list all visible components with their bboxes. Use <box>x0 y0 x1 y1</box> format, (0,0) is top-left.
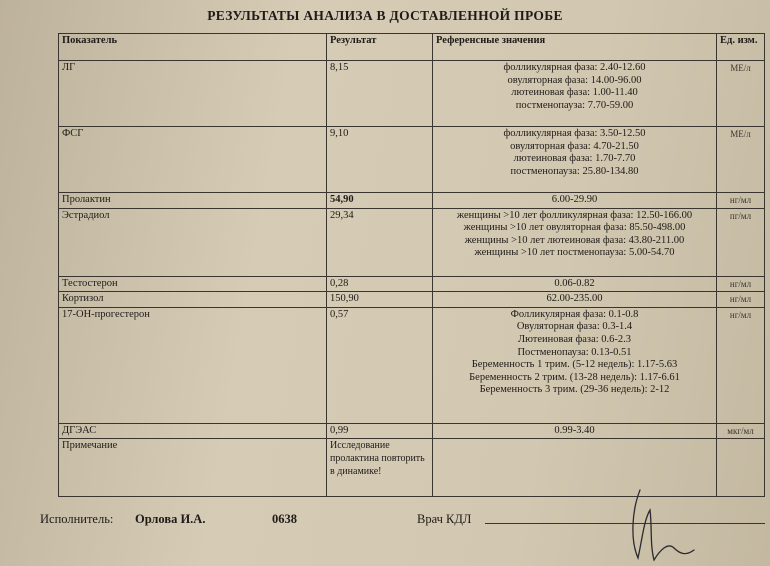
unit-value: МЕ/л <box>717 61 765 127</box>
result-value: 29,34 <box>327 208 433 276</box>
indicator-name: ДГЭАС <box>59 423 327 439</box>
reference-line: лютеиновая фаза: 1.00-11.40 <box>511 87 638 99</box>
executor-name: Орлова И.А. <box>135 512 206 526</box>
reference-line: постменопауза: 25.80-134.80 <box>510 165 639 177</box>
lab-code: 0638 <box>272 512 297 526</box>
result-value: 150,90 <box>327 292 433 308</box>
unit-value: нг/мл <box>717 292 765 308</box>
reference-line: 62.00-235.00 <box>546 293 603 305</box>
header-indicator: Показатель <box>59 34 327 61</box>
reference-line: Лютеиновая фаза: 0.6-2.3 <box>517 333 632 345</box>
unit-value: нг/мл <box>717 193 765 209</box>
reference-line: овуляторная фаза: 4.70-21.50 <box>510 140 639 152</box>
unit-value: мкг/мл <box>717 423 765 439</box>
indicator-name: Тестостерон <box>59 276 327 292</box>
result-value: 54,90 <box>327 193 433 209</box>
result-value: 0,99 <box>327 423 433 439</box>
table-header-row <box>59 34 765 61</box>
note-label: Примечание <box>59 439 327 497</box>
reference-values <box>433 307 717 423</box>
indicator-name: Эстрадиол <box>59 208 327 276</box>
unit-value: нг/мл <box>717 276 765 292</box>
header-result: Результат <box>327 34 433 61</box>
result-value: 0,57 <box>327 307 433 423</box>
unit-value: МЕ/л <box>717 127 765 193</box>
table-row <box>59 423 765 439</box>
reference-line: овуляторная фаза: 14.00-96.00 <box>507 74 642 86</box>
doctor-label: Врач КДЛ <box>417 512 472 526</box>
results-table <box>58 33 765 497</box>
unit-value: нг/мл <box>717 307 765 423</box>
table-row <box>59 127 765 193</box>
executor-label: Исполнитель: <box>40 512 114 526</box>
reference-values <box>433 276 717 292</box>
reference-line: женщины >10 лет фолликулярная фаза: 12.50-166.00 <box>456 209 693 221</box>
page-title: РЕЗУЛЬТАТЫ АНАЛИЗА В ДОСТАВЛЕННОЙ ПРОБЕ <box>207 8 563 23</box>
note-empty-unit <box>717 439 765 497</box>
reference-line: женщины >10 лет постменопауза: 5.00-54.70 <box>474 247 675 259</box>
reference-line: Овуляторная фаза: 0.3-1.4 <box>516 321 633 333</box>
indicator-name: ЛГ <box>59 61 327 127</box>
reference-values <box>433 193 717 209</box>
indicator-name: ФСГ <box>59 127 327 193</box>
reference-line: лютеиновая фаза: 1.70-7.70 <box>513 153 636 165</box>
indicator-name: 17-ОН-прогестерон <box>59 307 327 423</box>
reference-values <box>433 208 717 276</box>
unit-value: пг/мл <box>717 208 765 276</box>
indicator-name: Кортизол <box>59 292 327 308</box>
table-row <box>59 292 765 308</box>
reference-line: 0.06-0.82 <box>554 277 595 289</box>
reference-line: Постменопауза: 0.13-0.51 <box>517 346 632 358</box>
reference-line: Беременность 3 трим. (29-36 недель): 2-12 <box>479 384 670 396</box>
table-row <box>59 276 765 292</box>
table-row <box>59 61 765 127</box>
table-row <box>59 307 765 423</box>
header-reference: Референсные значения <box>433 34 717 61</box>
reference-line: 0.99-3.40 <box>554 424 595 436</box>
reference-line: Беременность 2 трим. (13-28 недель): 1.17-6.61 <box>469 371 680 383</box>
reference-values <box>433 61 717 127</box>
result-value: 0,28 <box>327 276 433 292</box>
reference-line: женщины >10 лет овуляторная фаза: 85.50-498.00 <box>463 222 686 234</box>
table-row <box>59 208 765 276</box>
result-value: 8,15 <box>327 61 433 127</box>
table-row <box>59 193 765 209</box>
reference-line: фолликулярная фаза: 2.40-12.60 <box>503 62 646 73</box>
reference-values <box>433 292 717 308</box>
reference-values <box>433 423 717 439</box>
reference-line: Беременность 1 трим. (5-12 недель): 1.17-5.63 <box>471 359 678 371</box>
reference-line: Фолликулярная фаза: 0.1-0.8 <box>510 308 639 320</box>
reference-line: постменопауза: 7.70-59.00 <box>515 99 634 111</box>
result-value: 9,10 <box>327 127 433 193</box>
reference-line: фолликулярная фаза: 3.50-12.50 <box>503 128 646 139</box>
reference-line: 6.00-29.90 <box>551 194 598 205</box>
header-unit: Ед. изм. <box>717 34 765 61</box>
indicator-name: Пролактин <box>59 193 327 209</box>
note-text: Исследование пролактина повторить в динамике! <box>327 439 433 497</box>
reference-line: женщины >10 лет лютеиновая фаза: 43.80-211.00 <box>464 234 685 246</box>
signature-image <box>590 470 710 566</box>
reference-values <box>433 127 717 193</box>
